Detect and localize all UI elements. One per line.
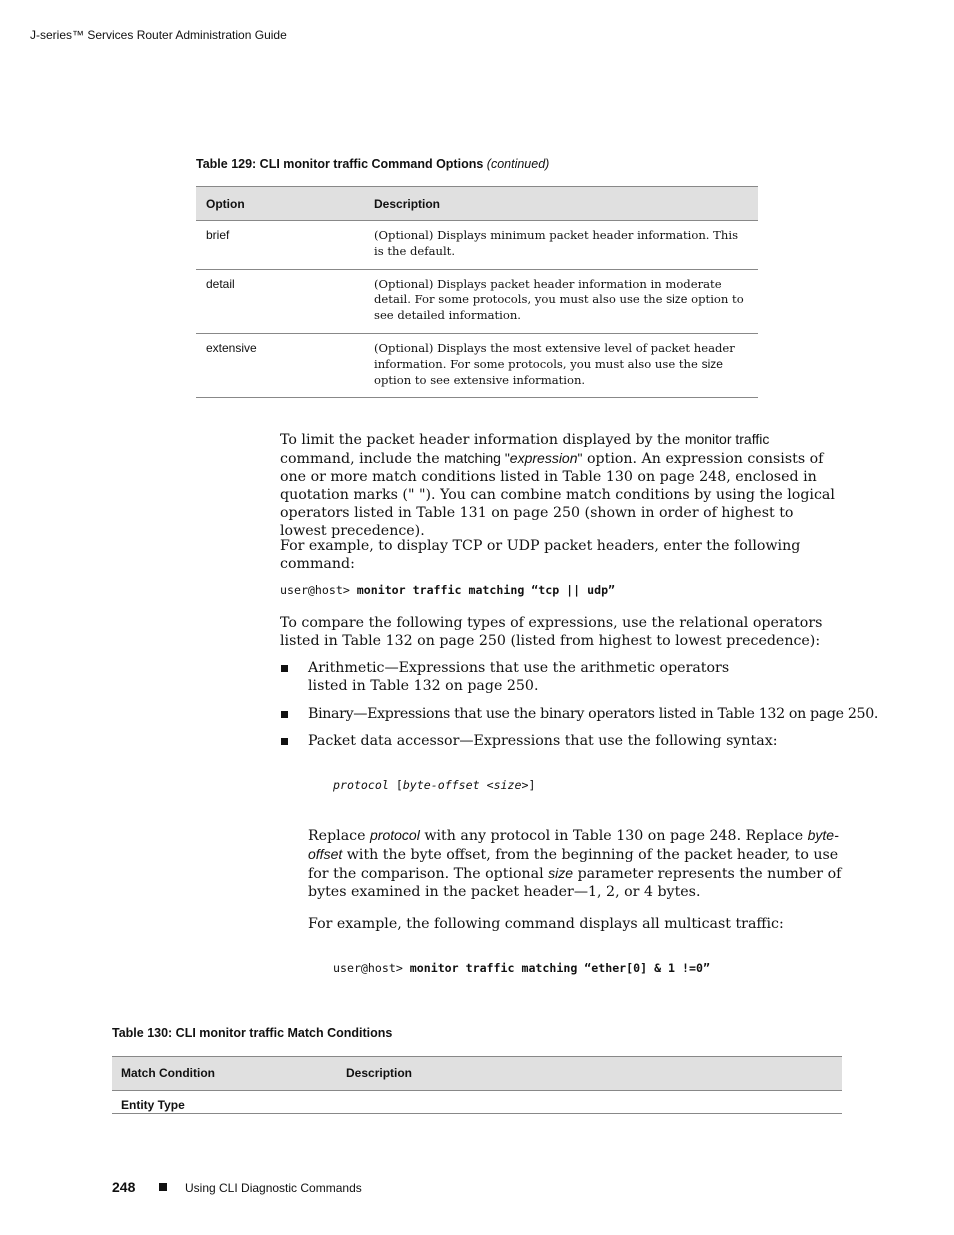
chapter-title: Using CLI Diagnostic Commands (185, 1181, 362, 1195)
option-description (364, 333, 758, 397)
option-description (364, 269, 758, 333)
table-129-caption (196, 157, 549, 171)
bullet-icon (281, 665, 288, 672)
text: Replace (308, 828, 371, 844)
syntax-protocol: protocol (333, 778, 389, 792)
footer-square-icon (159, 1183, 167, 1191)
paragraph-example-intro: For example, to display TCP or UDP packet headers, enter the following command: (280, 538, 801, 572)
code-example-tcp-udp (280, 583, 615, 597)
command-keyword: matching " (444, 450, 510, 466)
group-label: Entity Type (121, 1098, 185, 1112)
table-caption-continued: (continued) (486, 157, 550, 171)
column-header-option: Option (196, 187, 364, 221)
cli-prompt: user@host> (280, 583, 357, 597)
paragraph-matching-option (280, 430, 844, 540)
bullet-icon (281, 711, 288, 718)
text: option. An expression consists of one or more match conditions listed in Table 130 on page 248, enclosed in quotation marks (" "). You can combine match conditions by using the logical operators listed in Table 131 on page 250 (shown in order of highest to lowest precedence). (280, 451, 835, 539)
cli-command: monitor traffic matching “tcp || udp” (356, 583, 616, 597)
desc-text: option to see extensive information. (374, 372, 586, 387)
cli-command: monitor traffic matching “ether[0] & 1 !=0” (409, 961, 710, 975)
column-header-description: Description (364, 187, 758, 221)
option-description (364, 221, 758, 270)
bullet-item-binary: Binary—Expressions that use the binary operators listed in Table 132 on page 250. (308, 706, 879, 722)
option-name: brief (196, 221, 364, 270)
syntax-close: >] (521, 778, 536, 792)
variable-keyword: byte-offset (308, 827, 839, 862)
syntax-packet-data-accessor (333, 778, 535, 792)
table-group-row (112, 1091, 842, 1114)
command-keyword: monitor traffic (684, 431, 770, 447)
desc-text: (Optional) Displays packet header information in moderate detail. For some protocols, you must also use the (374, 276, 722, 307)
running-header: J-series™ Services Router Administration Guide (30, 28, 287, 42)
option-name: extensive (196, 333, 364, 397)
table-caption-title: Table 129: CLI monitor traffic Command Options (196, 157, 484, 171)
text: parameter represents the number of bytes examined in the packet header—1, 2, or 4 bytes. (308, 866, 842, 900)
paragraph-replace-protocol (308, 826, 848, 901)
syntax-size: size (493, 778, 522, 792)
table-row (196, 221, 758, 270)
table-129 (196, 186, 758, 398)
table-130 (112, 1056, 842, 1114)
variable-keyword: size (548, 865, 574, 881)
code-example-multicast (333, 961, 710, 975)
table-header-row (112, 1056, 842, 1091)
text: To limit the packet header information displayed by the (280, 432, 685, 448)
table-130-caption: Table 130: CLI monitor traffic Match Conditions (112, 1026, 393, 1040)
column-header-match-condition: Match Condition (121, 1066, 215, 1080)
syntax-byte-offset: byte-offset (402, 778, 480, 792)
paragraph-relational-operators: To compare the following types of expressions, use the relational operators listed in Table 132 on page 250 (listed from highest to lowest precedence): (280, 615, 823, 649)
syntax-bracket: [ (388, 778, 403, 792)
table-row (196, 333, 758, 397)
cli-prompt: user@host> (333, 961, 410, 975)
page-number: 248 (112, 1179, 136, 1195)
table-header-row (196, 187, 758, 221)
table-row (196, 269, 758, 333)
size-keyword: size (666, 292, 688, 307)
variable-keyword: expression (509, 450, 578, 466)
bullet-item-packet-data-accessor: Packet data accessor—Expressions that use the following syntax: (308, 733, 778, 749)
desc-text: option to see detailed information. (374, 292, 744, 323)
variable-keyword: protocol (370, 827, 420, 843)
text: command, include the (280, 451, 445, 467)
desc-text: (Optional) Displays the most extensive level of packet header information. For some protocols, you must also use the (374, 340, 735, 371)
paragraph-multicast-example: For example, the following command displays all multicast traffic: (308, 916, 784, 932)
text: with any protocol in Table 130 on page 248. Replace (419, 828, 808, 844)
syntax-angle: < (479, 778, 494, 792)
desc-text: (Optional) Displays minimum packet header information. This is the default. (374, 228, 739, 258)
command-keyword: " (577, 450, 583, 466)
size-keyword: size (701, 356, 723, 371)
text: with the byte offset, from the beginning of the packet header, to use for the comparison. The optional (308, 847, 839, 882)
option-name: detail (196, 269, 364, 333)
bullet-icon (281, 738, 288, 745)
column-header-description: Description (346, 1066, 413, 1080)
bullet-item-arithmetic: Arithmetic—Expressions that use the arithmetic operators listed in Table 132 on page 250. (308, 660, 730, 694)
